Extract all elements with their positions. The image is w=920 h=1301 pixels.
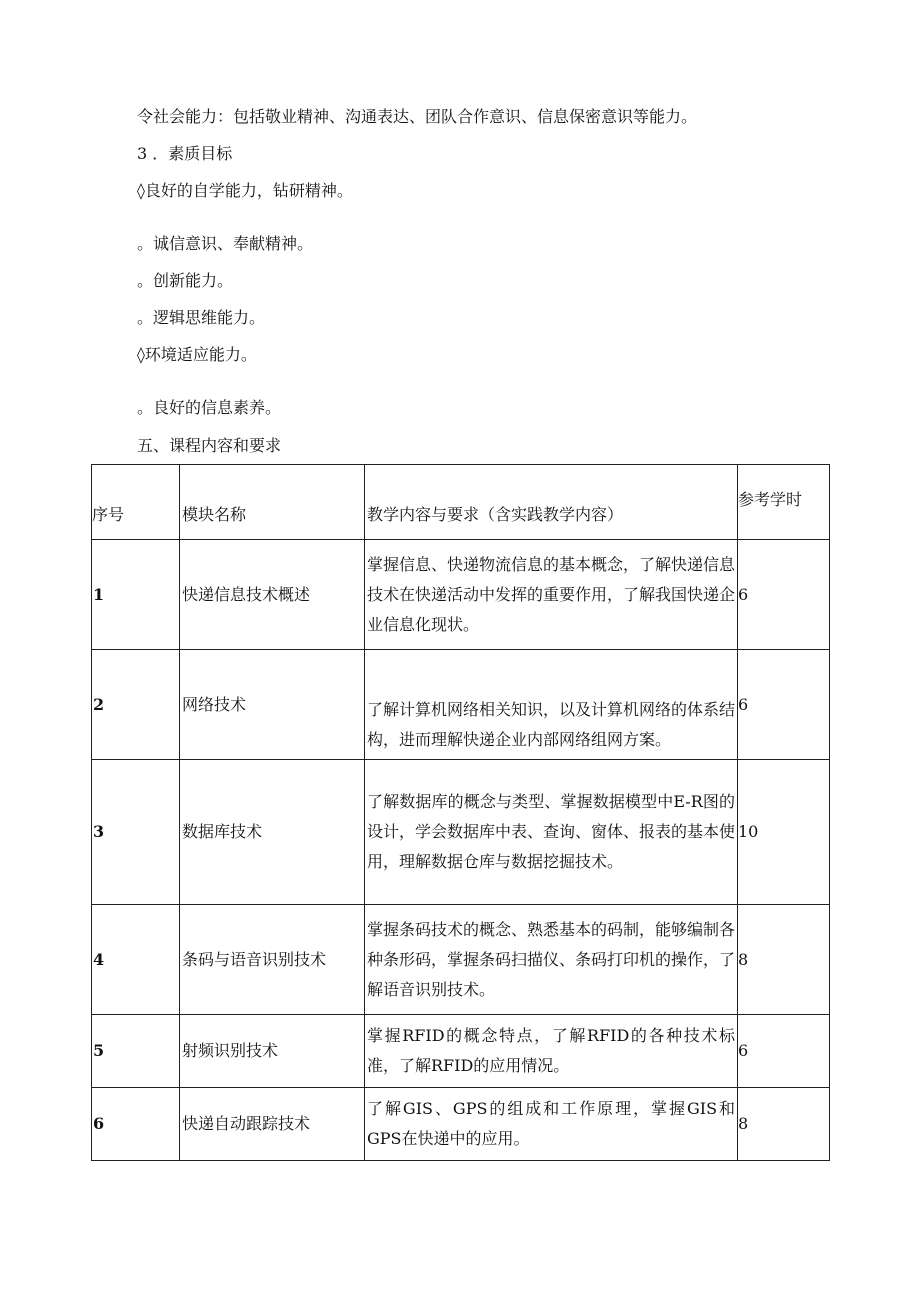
row-hours: 8 (738, 1088, 830, 1161)
row-content: 掌握条码技术的概念、熟悉基本的码制，能够编制各种条形码，掌握条码扫描仪、条码打印机的操作，了解语音识别技术。 (365, 905, 738, 1015)
table-row (92, 1088, 830, 1161)
row-num: 4 (92, 905, 180, 1015)
row-num: 2 (92, 650, 180, 760)
row-content: 掌握RFID的概念特点，了解RFID的各种技术标准，了解RFID的应用情况。 (365, 1015, 738, 1088)
row-hours: 8 (738, 905, 830, 1015)
header-content: 教学内容与要求（含实践教学内容） (365, 465, 738, 540)
table-row (92, 540, 830, 650)
row-hours: 6 (738, 650, 830, 760)
row-content: 了解计算机网络相关知识，以及计算机网络的体系结构，进而理解快递企业内部网络组网方案。 (365, 650, 738, 760)
row-module: 射频识别技术 (180, 1015, 365, 1088)
quality-item-logic: 。逻辑思维能力。 (137, 308, 266, 327)
row-module: 数据库技术 (180, 760, 365, 905)
row-num: 3 (92, 760, 180, 905)
header-num: 序号 (92, 465, 180, 540)
row-module: 快递自动跟踪技术 (180, 1088, 365, 1161)
table-row (92, 905, 830, 1015)
table-row (92, 760, 830, 905)
row-hours: 10 (738, 760, 830, 905)
quality-item-innovation: 。创新能力。 (137, 271, 234, 290)
row-num: 5 (92, 1015, 180, 1088)
row-module: 快递信息技术概述 (180, 540, 365, 650)
social-ability-text: 令社会能力：包括敬业精神、沟通表达、团队合作意识、信息保密意识等能力。 (137, 107, 698, 126)
header-hours: 参考学时 (738, 465, 830, 540)
header-module: 模块名称 (180, 465, 365, 540)
quality-item-adaptability: ◊环境适应能力。 (137, 345, 257, 364)
quality-item-integrity: 。诚信意识、奉献精神。 (137, 234, 314, 253)
row-module: 条码与语音识别技术 (180, 905, 365, 1015)
table-row (92, 650, 830, 760)
row-num: 6 (92, 1088, 180, 1161)
table-header-row (92, 465, 830, 540)
quality-item-self-study: ◊良好的自学能力，钻研精神。 (137, 181, 353, 200)
row-content: 掌握信息、快递物流信息的基本概念，了解快递信息技术在快递活动中发挥的重要作用，了解我国快递企业信息化现状。 (365, 540, 738, 650)
quality-item-info-literacy: 。良好的信息素养。 (137, 398, 282, 417)
row-content: 了解GIS、GPS的组成和工作原理，掌握GIS和GPS在快递中的应用。 (365, 1088, 738, 1161)
course-content-table (91, 464, 830, 1161)
table-row (92, 1015, 830, 1088)
quality-goals-heading: 3 ．素质目标 (137, 144, 233, 163)
row-module: 网络技术 (180, 650, 365, 760)
row-num: 1 (92, 540, 180, 650)
row-hours: 6 (738, 1015, 830, 1088)
row-content: 了解数据库的概念与类型、掌握数据模型中E-R图的设计，学会数据库中表、查询、窗体、报表的基本使用，理解数据仓库与数据挖掘技术。 (365, 760, 738, 905)
section-5-heading: 五、课程内容和要求 (137, 436, 282, 455)
row-hours: 6 (738, 540, 830, 650)
